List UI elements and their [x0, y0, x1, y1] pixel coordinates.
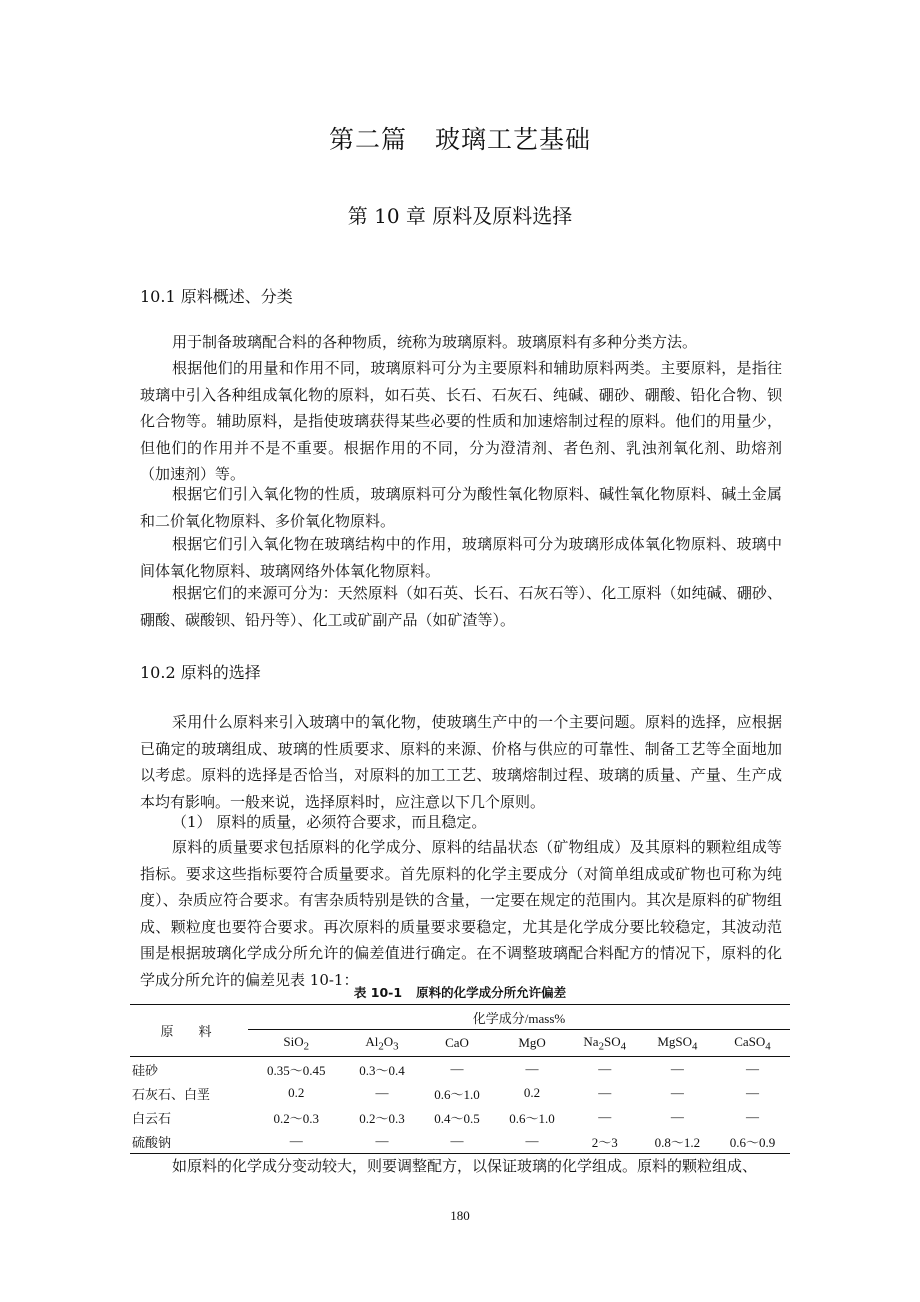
page-number: 180	[450, 1208, 470, 1223]
part-title	[0, 120, 920, 156]
table-cell: —	[745, 1085, 759, 1100]
table-cell: —	[344, 1129, 419, 1154]
table-cell: 0.8～1.2	[640, 1129, 715, 1154]
table-cell: 0.3～0.4	[359, 1062, 405, 1078]
table-cell: —	[495, 1129, 570, 1154]
section-heading-10-2: 10.2 原料的选择	[140, 663, 261, 682]
table-cell: 2～3	[570, 1129, 640, 1154]
table-cell: 0.6～0.9	[715, 1129, 790, 1154]
table-caption-title: 原料的化学成分所允许偏差	[416, 985, 567, 1000]
paragraph: 采用什么原料来引入玻璃中的氧化物，使玻璃生产中的一个主要问题。原料的选择，应根据已确定的玻璃组成、玻璃的性质要求、原料的来源、价格与供应的可靠性、制备工艺等全面地加以考虑。原料的选择是否恰当，对原料的加工工艺、玻璃熔制过程、玻璃的质量、产量、生产成本均有影响。一般来说，选择原料时，应注意以下几个原则。	[140, 713, 782, 811]
table-cell: 0.4～0.5	[434, 1110, 480, 1126]
table-cell: 0.2～0.3	[359, 1110, 405, 1126]
table-cell: 0.6～1.0	[434, 1086, 480, 1102]
table-cell: —	[670, 1061, 684, 1076]
table-cell: —	[670, 1085, 684, 1100]
col-caso4: CaSO$_4$	[715, 1030, 790, 1057]
paragraph: 根据它们引入氧化物的性质，玻璃原料可分为酸性氧化物原料、碱性氧化物原料、碱土金属和二价氧化物原料、多价氧化物原料。	[140, 485, 782, 530]
table-cell: —	[375, 1085, 389, 1100]
paragraph: 根据他们的用量和作用不同，玻璃原料可分为主要原料和辅助原料两类。主要原料，是指往玻璃中引入各种组成氧化物的原料，如石英、长石、石灰石、纯碱、硼砂、硼酸、铅化合物、钡化合物等。辅助原料，是指使玻璃获得某些必要的性质和加速熔制过程的原料。他们的用量少，但他们的作用并不是不重要。根据作用的不同，分为澄清剂、者色剂、乳浊剂氧化剂、助熔剂（加速剂）等。	[140, 359, 782, 483]
row-label: 白云石	[132, 1110, 172, 1126]
col-cao: CaO	[420, 1030, 495, 1057]
table-row	[130, 1129, 790, 1154]
table-cell: —	[248, 1129, 344, 1154]
table-row	[130, 1057, 790, 1082]
row-label: 石灰石、白垩	[132, 1086, 211, 1102]
table-row	[130, 1105, 790, 1129]
table-cell: —	[598, 1109, 612, 1124]
table-cell: 0.2～0.3	[273, 1110, 319, 1126]
table-cell: —	[745, 1061, 759, 1076]
col-al2o3: $Al_2O_3$	[344, 1030, 419, 1057]
paragraph: （1） 原料的质量，必须符合要求，而且稳定。	[172, 813, 487, 831]
table-cell: —	[598, 1061, 612, 1076]
col-mgso4: MgSO$_4$	[640, 1030, 715, 1057]
table-cell: —	[450, 1061, 464, 1076]
table-cell: —	[745, 1109, 759, 1124]
row-label: 硫酸钠	[130, 1129, 248, 1154]
row-label: 硅砂	[132, 1062, 159, 1078]
table-cell: —	[670, 1109, 684, 1124]
table-cell: —	[525, 1061, 539, 1076]
table-caption	[0, 983, 920, 1001]
table-cell: 0.2	[288, 1085, 305, 1100]
col-sio2: SiO$_2$	[248, 1030, 344, 1057]
part-number: 第二篇	[328, 125, 407, 154]
paragraph-after-table: 如原料的化学成分变动较大，则要调整配方，以保证玻璃的化学组成。原料的颗粒组成、	[172, 1157, 758, 1175]
part-name: 玻璃工艺基础	[435, 125, 592, 154]
table-cell: —	[420, 1129, 495, 1154]
col-mgo: MgO	[495, 1030, 570, 1057]
table-cell: —	[598, 1085, 612, 1100]
table-cell: 0.6～1.0	[509, 1110, 555, 1126]
paragraph: 根据它们的来源可分为：天然原料（如石英、长石、石灰石等）、化工原料（如纯碱、硼砂、硼酸、碳酸钡、铅丹等）、化工或矿副产品（如矿渣等）。	[140, 584, 782, 629]
paragraph: 用于制备玻璃配合料的各种物质，统称为玻璃原料。玻璃原料有多种分类方法。	[172, 333, 698, 351]
paragraph: 原料的质量要求包括原料的化学成分、原料的结晶状态（矿物组成）及其原料的颗粒组成等指标。要求这些指标要符合质量要求。首先原料的化学主要成分（对简单组成或矿物也可称为纯度）、杂质应符合要求。有害杂质特别是铁的含量，一定要在规定的范围内。其次是原料的矿物组成、颗粒度也要符合要求。再次原料的质量要求要稳定，尤其是化学成分要比较稳定，其波动范围是根据玻璃化学成分所允许的偏差值进行确定。在不调整玻璃配合料配方的情况下，原料的化学成分所允许的偏差见表 10-1：	[140, 838, 782, 989]
material-header: 原 料	[130, 1005, 248, 1057]
col-na2so4: $Na_2SO_4$	[570, 1030, 640, 1057]
section-heading-10-1: 10.1 原料概述、分类	[140, 287, 293, 306]
table-cell: 0.35～0.45	[266, 1062, 326, 1078]
paragraph: 根据它们引入氧化物在玻璃结构中的作用，玻璃原料可分为玻璃形成体氧化物原料、玻璃中间体氧化物原料、玻璃网络外体氧化物原料。	[140, 535, 782, 580]
chapter-title: 第 10 章 原料及原料选择	[347, 204, 573, 228]
table-row	[130, 1081, 790, 1105]
table-cell: 0.2	[523, 1085, 541, 1100]
allowable-deviation-table	[130, 1004, 790, 1154]
composition-group-header: 化学成分/mass%	[248, 1005, 790, 1030]
table-caption-number: 表 10-1	[353, 985, 403, 1000]
